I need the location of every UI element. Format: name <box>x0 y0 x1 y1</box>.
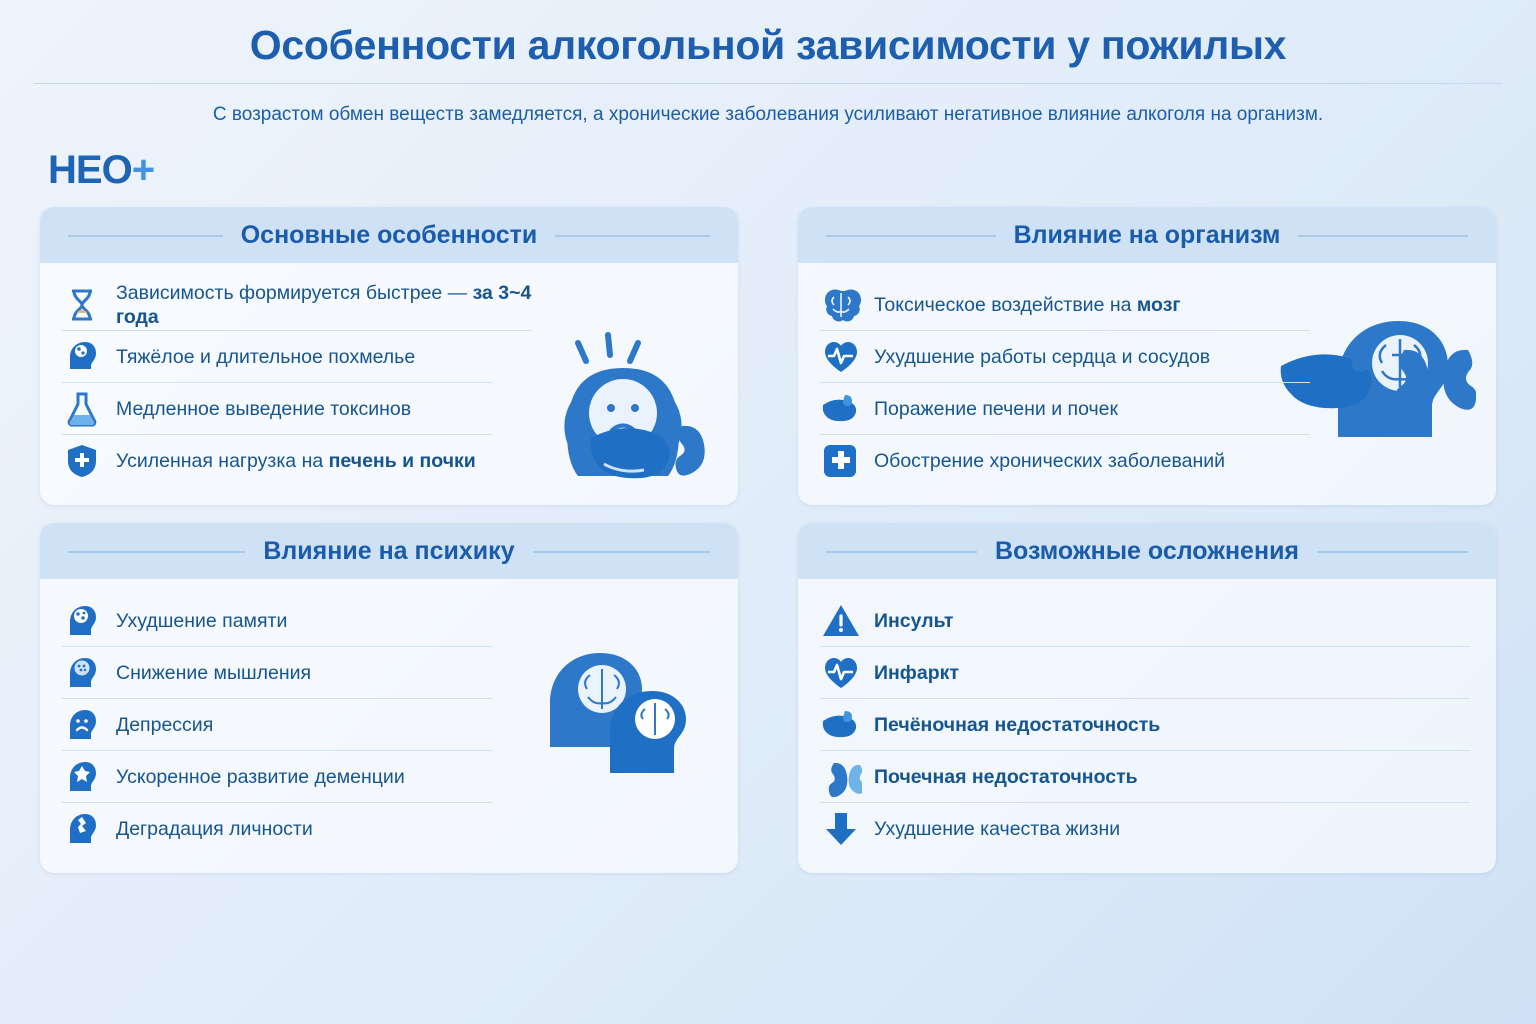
card-title: Влияние на организм <box>996 221 1299 250</box>
list-item-label: Ухудшение качества жизни <box>874 818 1121 840</box>
list-item <box>820 435 1310 487</box>
logo-text: HEO <box>48 148 132 192</box>
heart-pulse-icon <box>820 653 860 693</box>
list-item-label: Ускоренное развитие деменции <box>116 765 405 788</box>
list-item <box>820 331 1310 383</box>
card-title: Влияние на психику <box>245 537 532 566</box>
list-item <box>62 647 492 699</box>
head-degradation-icon <box>62 809 102 849</box>
card-body-impact <box>798 207 1496 505</box>
list-item-label: Тяжёлое и длительное похмелье <box>116 345 416 368</box>
shield-cross-icon <box>62 441 102 481</box>
head-hangover-icon <box>62 337 102 377</box>
card-title: Основные особенности <box>223 221 556 250</box>
card-header <box>40 207 738 263</box>
list-item <box>820 279 1310 331</box>
head-dementia-icon <box>62 757 102 797</box>
list-item <box>62 435 622 487</box>
list-item <box>62 383 492 435</box>
card-body <box>40 263 738 505</box>
list-item-label: Депрессия <box>116 713 214 736</box>
list-item <box>62 331 492 383</box>
card-header <box>40 523 738 579</box>
list-item-label: Поражение печени и почек <box>874 397 1119 420</box>
head-sad-icon <box>62 705 102 745</box>
list-item-label: Почечная недостаточность <box>874 765 1138 788</box>
list-item-label: Ухудшение памяти <box>116 609 288 632</box>
kidneys-icon <box>820 757 860 797</box>
card-complications <box>798 523 1496 873</box>
brain-icon <box>820 285 860 325</box>
list-item <box>62 751 492 803</box>
head-thinking-icon <box>62 653 102 693</box>
cards-grid <box>40 207 1496 873</box>
card-body <box>798 579 1496 873</box>
card-main-features <box>40 207 738 505</box>
list-item-label: Инфаркт <box>874 661 959 684</box>
heart-pulse-icon <box>820 337 860 377</box>
list-item <box>820 595 1470 647</box>
hourglass-icon <box>62 285 102 325</box>
list-item <box>820 751 1470 803</box>
list-item-label: Токсическое воздействие на мозг <box>874 293 1181 316</box>
list-item <box>820 803 1470 855</box>
head-brain-art <box>1322 311 1472 446</box>
list-item-label: Снижение мышления <box>116 661 312 684</box>
card-header <box>798 207 1496 263</box>
card-body <box>798 263 1496 505</box>
list-item-label: Деградация личности <box>116 818 313 840</box>
list-item <box>820 383 1310 435</box>
list-item-label: Печёночная недостаточность <box>874 713 1161 736</box>
card-psyche-impact <box>40 523 738 873</box>
list-item-label: Усиленная нагрузка на печень и почки <box>116 450 476 472</box>
liver-icon <box>820 705 860 745</box>
flask-icon <box>62 389 102 429</box>
brand-logo <box>48 148 154 193</box>
list-item-label: Медленное выведение токсинов <box>116 397 412 420</box>
list-item-label: Инсульт <box>874 609 954 632</box>
two-heads-brain-art <box>540 627 720 782</box>
page-title: Особенности алкогольной зависимости у пожилых <box>249 22 1287 68</box>
list-item <box>820 699 1470 751</box>
list-item-label: Обострение хронических заболеваний <box>874 450 1226 472</box>
logo-plus: + <box>131 148 155 192</box>
list-item <box>62 699 492 751</box>
medical-cross-icon <box>820 441 860 481</box>
card-header <box>798 523 1496 579</box>
header-divider <box>34 83 1502 84</box>
head-memory-icon <box>62 601 102 641</box>
list-item <box>62 279 532 331</box>
card-body <box>40 579 738 873</box>
list-item-label: Зависимость формируется быстрее — за 3~4 года <box>116 281 532 328</box>
list-item <box>820 647 1470 699</box>
warning-triangle-icon <box>820 601 860 641</box>
list-item <box>62 595 492 647</box>
arrow-down-icon <box>820 809 860 849</box>
liver-icon <box>820 389 860 429</box>
page-header <box>0 0 1536 130</box>
page-subtitle: С возрастом обмен веществ замедляется, а хронические заболевания усиливают негативное влияние алкоголя на организм. <box>212 104 1324 125</box>
card-title: Возможные осложнения <box>977 537 1317 566</box>
list-item-label: Ухудшение работы сердца и сосудов <box>874 345 1211 368</box>
list-item <box>62 803 492 855</box>
